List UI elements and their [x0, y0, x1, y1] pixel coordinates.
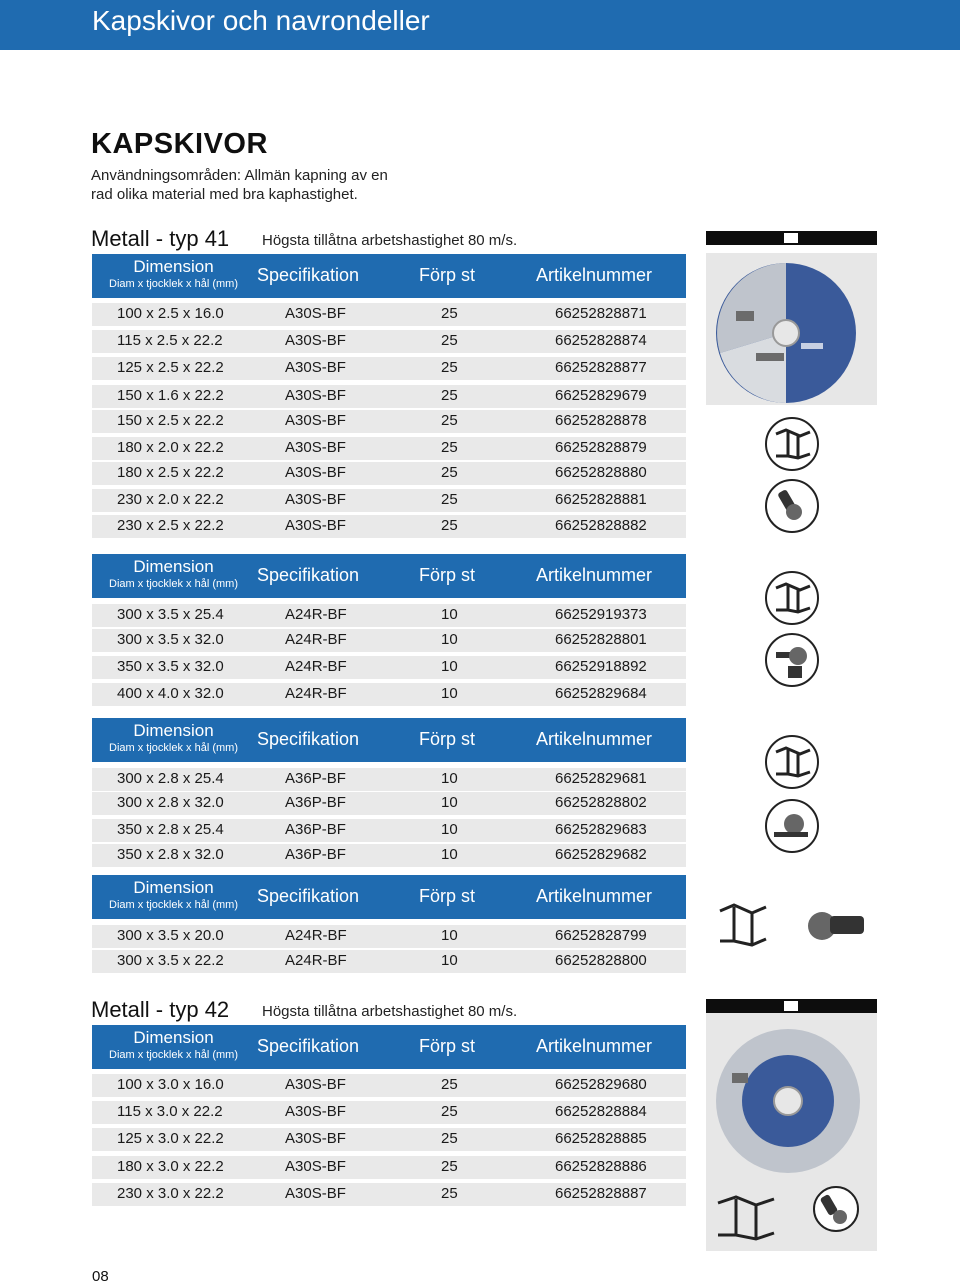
column-header-dimension-sub: Diam x tjocklek x hål (mm)	[109, 742, 238, 754]
i-beam-profile-icon	[764, 570, 820, 626]
cell-dimension: 150 x 1.6 x 22.2	[117, 387, 224, 404]
cell-spec: A24R-BF	[285, 927, 347, 944]
cell-dimension: 300 x 3.5 x 20.0	[117, 927, 224, 944]
cell-dimension: 300 x 3.5 x 32.0	[117, 631, 224, 648]
cell-dimension: 230 x 3.0 x 22.2	[117, 1185, 224, 1202]
cell-forp: 25	[441, 359, 458, 376]
cell-forp: 25	[441, 1130, 458, 1147]
table-row	[92, 950, 686, 973]
cell-spec: A30S-BF	[285, 464, 346, 481]
cell-forp: 10	[441, 821, 458, 838]
cell-dimension: 180 x 3.0 x 22.2	[117, 1158, 224, 1175]
power-cutter-icon	[800, 900, 870, 950]
table-row	[92, 437, 686, 460]
cell-spec: A30S-BF	[285, 412, 346, 429]
table-row	[92, 656, 686, 679]
table-row	[92, 629, 686, 652]
cell-spec: A30S-BF	[285, 1130, 346, 1147]
cell-forp: 10	[441, 770, 458, 787]
cell-dimension: 300 x 2.8 x 25.4	[117, 770, 224, 787]
cell-dimension: 180 x 2.0 x 22.2	[117, 439, 224, 456]
table-row	[92, 330, 686, 353]
cell-dimension: 100 x 2.5 x 16.0	[117, 305, 224, 322]
table-row	[92, 768, 686, 791]
cell-article-number: 66252829680	[555, 1076, 647, 1093]
column-header-spec: Specifikation	[257, 265, 360, 285]
cell-dimension: 125 x 2.5 x 22.2	[117, 359, 224, 376]
cell-spec: A36P-BF	[285, 846, 346, 863]
column-header-dimension: Dimension	[133, 1028, 214, 1047]
cell-spec: A30S-BF	[285, 332, 346, 349]
column-header-dimension-sub: Diam x tjocklek x hål (mm)	[109, 278, 238, 290]
cell-dimension: 230 x 2.0 x 22.2	[117, 491, 224, 508]
section-title-typ42: Metall - typ 42	[91, 997, 230, 1022]
cell-article-number: 66252829681	[555, 770, 647, 787]
table-row	[92, 357, 686, 380]
cell-forp: 10	[441, 685, 458, 702]
column-header-spec: Specifikation	[257, 886, 360, 906]
cell-forp: 25	[441, 517, 458, 534]
cell-article-number: 66252919373	[555, 606, 647, 623]
cell-article-number: 66252828887	[555, 1185, 647, 1202]
cell-article-number: 66252828799	[555, 927, 647, 944]
cell-spec: A30S-BF	[285, 491, 346, 508]
cell-forp: 25	[441, 412, 458, 429]
cell-forp: 10	[441, 658, 458, 675]
cell-dimension: 180 x 2.5 x 22.2	[117, 464, 224, 481]
table-header	[92, 1025, 686, 1069]
cell-article-number: 66252828800	[555, 952, 647, 969]
table-row	[92, 1128, 686, 1151]
cell-dimension: 115 x 3.0 x 22.2	[117, 1103, 223, 1120]
depressed-centre-disc-image	[706, 1013, 877, 1251]
cell-spec: A30S-BF	[285, 387, 346, 404]
table-header	[92, 554, 686, 598]
column-header-dimension: Dimension	[133, 257, 214, 276]
column-header-dimension: Dimension	[133, 878, 214, 897]
cell-article-number: 66252829684	[555, 685, 647, 702]
page-header-title: Kapskivor och navrondeller	[92, 5, 430, 36]
cell-dimension: 400 x 4.0 x 32.0	[117, 685, 224, 702]
stationary-saw-icon	[764, 798, 820, 854]
cell-article-number: 66252828802	[555, 794, 647, 811]
cell-spec: A30S-BF	[285, 1185, 346, 1202]
cell-dimension: 115 x 2.5 x 22.2	[117, 332, 223, 349]
cell-article-number: 66252828801	[555, 631, 647, 648]
cell-forp: 25	[441, 439, 458, 456]
cell-spec: A24R-BF	[285, 606, 347, 623]
page-number: 08	[92, 1268, 109, 1285]
cell-article-number: 66252829683	[555, 821, 647, 838]
cell-dimension: 300 x 3.5 x 25.4	[117, 606, 224, 623]
column-header-art: Artikelnummer	[536, 1036, 653, 1056]
table-row	[92, 462, 686, 485]
column-header-art: Artikelnummer	[536, 565, 653, 585]
cell-forp: 10	[441, 927, 458, 944]
cell-article-number: 66252828881	[555, 491, 647, 508]
column-header-dimension-sub: Diam x tjocklek x hål (mm)	[109, 899, 238, 911]
table-row	[92, 1183, 686, 1206]
column-header-dimension: Dimension	[133, 557, 214, 576]
cell-article-number: 66252828880	[555, 464, 647, 481]
cell-article-number: 66252828884	[555, 1103, 647, 1120]
column-header-art: Artikelnummer	[536, 265, 653, 285]
product-photo-header-bar	[706, 999, 877, 1013]
table-row	[92, 819, 686, 842]
table-row	[92, 1074, 686, 1097]
cell-dimension: 100 x 3.0 x 16.0	[117, 1076, 224, 1093]
table-row	[92, 1156, 686, 1179]
cell-spec: A30S-BF	[285, 517, 346, 534]
cutting-disc-image	[706, 253, 877, 405]
column-header-forp: Förp st	[419, 565, 476, 585]
column-header-forp: Förp st	[419, 1036, 476, 1056]
cell-article-number: 66252828885	[555, 1130, 647, 1147]
cell-dimension: 350 x 2.8 x 25.4	[117, 821, 224, 838]
section-title-typ41: Metall - typ 41	[91, 226, 230, 251]
cell-spec: A30S-BF	[285, 439, 346, 456]
chop-saw-icon	[764, 632, 820, 688]
table-header	[92, 718, 686, 762]
cell-dimension: 150 x 2.5 x 22.2	[117, 412, 224, 429]
cell-forp: 10	[441, 952, 458, 969]
cell-forp: 25	[441, 332, 458, 349]
cell-forp: 10	[441, 631, 458, 648]
i-beam-profile-icon	[764, 416, 820, 472]
cell-dimension: 125 x 3.0 x 22.2	[117, 1130, 224, 1147]
cell-spec: A30S-BF	[285, 1103, 346, 1120]
cell-spec: A24R-BF	[285, 952, 347, 969]
cell-article-number: 66252828886	[555, 1158, 647, 1175]
cell-article-number: 66252828871	[555, 305, 647, 322]
table-row	[92, 303, 686, 326]
cell-spec: A30S-BF	[285, 1076, 346, 1093]
table-row	[92, 683, 686, 706]
table-row	[92, 515, 686, 538]
column-header-art: Artikelnummer	[536, 886, 653, 906]
page-header-bar	[0, 0, 960, 50]
cell-article-number: 66252828878	[555, 412, 647, 429]
cell-article-number: 66252828879	[555, 439, 647, 456]
table-row	[92, 1101, 686, 1124]
cell-spec: A36P-BF	[285, 770, 346, 787]
cell-dimension: 350 x 2.8 x 32.0	[117, 846, 224, 863]
section-note-typ41: Högsta tillåtna arbetshastighet 80 m/s.	[262, 232, 518, 249]
cell-dimension: 350 x 3.5 x 32.0	[117, 658, 224, 675]
cell-dimension: 230 x 2.5 x 22.2	[117, 517, 224, 534]
product-photo-typ41	[706, 253, 877, 405]
cell-article-number: 66252918892	[555, 658, 647, 675]
table-row	[92, 604, 686, 627]
cell-forp: 25	[441, 1185, 458, 1202]
table-row	[92, 925, 686, 948]
cell-forp: 25	[441, 387, 458, 404]
cell-dimension: 300 x 2.8 x 32.0	[117, 794, 224, 811]
cell-spec: A24R-BF	[285, 658, 347, 675]
cell-forp: 25	[441, 1158, 458, 1175]
column-header-art: Artikelnummer	[536, 729, 653, 749]
cell-spec: A36P-BF	[285, 794, 346, 811]
table-header	[92, 254, 686, 298]
i-beam-outline-icon	[712, 895, 772, 955]
column-header-spec: Specifikation	[257, 1036, 360, 1056]
cell-forp: 25	[441, 464, 458, 481]
cell-forp: 25	[441, 1076, 458, 1093]
cell-article-number: 66252828877	[555, 359, 647, 376]
column-header-forp: Förp st	[419, 729, 476, 749]
product-photo-typ42	[706, 1013, 877, 1251]
i-beam-profile-icon	[764, 734, 820, 790]
cell-spec: A36P-BF	[285, 821, 346, 838]
cell-forp: 25	[441, 1103, 458, 1120]
cell-spec: A24R-BF	[285, 631, 347, 648]
table-row	[92, 410, 686, 433]
cell-spec: A30S-BF	[285, 1158, 346, 1175]
column-header-forp: Förp st	[419, 265, 476, 285]
cell-spec: A30S-BF	[285, 359, 346, 376]
cell-dimension: 300 x 3.5 x 22.2	[117, 952, 224, 969]
table-row	[92, 385, 686, 408]
column-header-forp: Förp st	[419, 886, 476, 906]
cell-article-number: 66252829679	[555, 387, 647, 404]
cell-forp: 10	[441, 846, 458, 863]
angle-grinder-icon	[764, 478, 820, 534]
cell-forp: 10	[441, 794, 458, 811]
cell-spec: A24R-BF	[285, 685, 347, 702]
cell-article-number: 66252828874	[555, 332, 647, 349]
page-title: KAPSKIVOR	[91, 128, 268, 160]
cell-forp: 25	[441, 305, 458, 322]
column-header-dimension-sub: Diam x tjocklek x hål (mm)	[109, 578, 238, 590]
cell-spec: A30S-BF	[285, 305, 346, 322]
section-note-typ42: Högsta tillåtna arbetshastighet 80 m/s.	[262, 1003, 518, 1020]
table-row	[92, 792, 686, 815]
cell-forp: 25	[441, 491, 458, 508]
table-header	[92, 875, 686, 919]
column-header-spec: Specifikation	[257, 729, 360, 749]
column-header-spec: Specifikation	[257, 565, 360, 585]
cell-article-number: 66252829682	[555, 846, 647, 863]
cell-article-number: 66252828882	[555, 517, 647, 534]
column-header-dimension-sub: Diam x tjocklek x hål (mm)	[109, 1049, 238, 1061]
intro-text: Användningsområden: Allmän kapning av en rad olika material med bra kaphastighet.	[91, 167, 388, 203]
table-row	[92, 844, 686, 867]
product-photo-header-bar	[706, 231, 877, 245]
cell-forp: 10	[441, 606, 458, 623]
table-row	[92, 489, 686, 512]
column-header-dimension: Dimension	[133, 721, 214, 740]
